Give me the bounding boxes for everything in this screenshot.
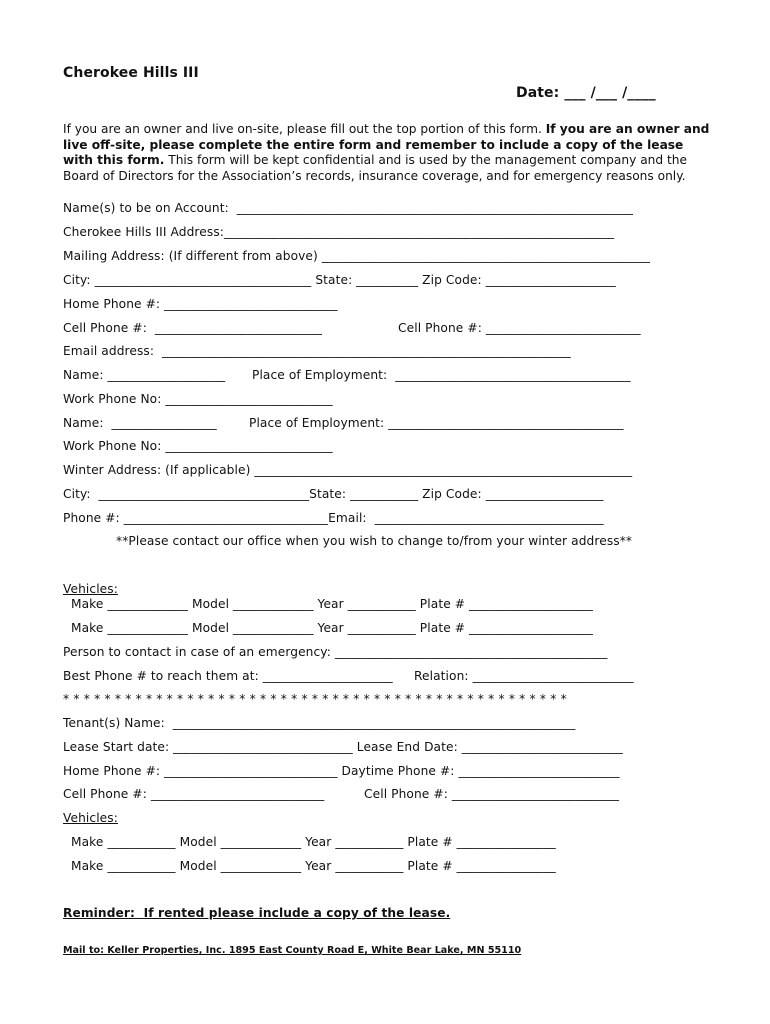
home-phone-field[interactable]: Home Phone #: ____________________________ bbox=[63, 297, 338, 311]
intro-text-2: This form will be kept confidential and is used by the management company and the Board of Directors for the Association’s records, insurance coverage, and for emergency reasons only. bbox=[63, 153, 688, 183]
work-phone-field-2[interactable]: Work Phone No: ___________________________ bbox=[63, 439, 333, 453]
intro-text-1: If you are an owner and live on-site, please fill out the top portion of this form. bbox=[63, 122, 546, 136]
winter-city-field[interactable]: City: __________________________________State: ___________ Zip Code: ___________________ bbox=[63, 487, 604, 501]
employment-field-2[interactable]: Place of Employment: ______________________________________ bbox=[249, 416, 624, 430]
section-divider: * * * * * * * * * * * * * * * * * * * * * * * * * * * * * * * * * * * * * * * * * * * * * * * * * bbox=[63, 692, 567, 706]
tenant-cell-field-2[interactable]: Cell Phone #: ___________________________ bbox=[364, 787, 620, 801]
vehicle-row-tenant-2[interactable]: Make ___________ Model _____________ Year ___________ Plate # ________________ bbox=[71, 859, 556, 873]
vehicles-heading-owner: Vehicles: bbox=[63, 582, 118, 596]
phone-email-field[interactable]: Phone #: _________________________________Email: _____________________________________ bbox=[63, 511, 604, 525]
cell-phone-field-1[interactable]: Cell Phone #: ___________________________ bbox=[63, 321, 323, 335]
mailing-instructions: Mail to: Keller Properties, Inc. 1895 East County Road E, White Bear Lake, MN 55110 bbox=[63, 945, 522, 956]
name-field-1[interactable]: Name: ___________________ bbox=[63, 368, 226, 382]
intro-text-bold: If you are an owner and live off-site, please complete the entire form and remember to include a copy of the lease with this form. bbox=[63, 122, 710, 167]
mailing-address-field[interactable]: Mailing Address: (If different from above) _____________________________________________________ bbox=[63, 249, 651, 263]
emergency-relation-field[interactable]: Relation: __________________________ bbox=[414, 669, 634, 683]
tenant-phones-field[interactable]: Home Phone #: ____________________________ Daytime Phone #: __________________________ bbox=[63, 764, 620, 778]
email-field[interactable]: Email address: __________________________________________________________________ bbox=[63, 344, 571, 358]
intro-paragraph bbox=[63, 122, 713, 184]
emergency-phone-field[interactable]: Best Phone # to reach them at: _____________________ bbox=[63, 669, 393, 683]
name-field-2[interactable]: Name: _________________ bbox=[63, 416, 217, 430]
form-title: Cherokee Hills III bbox=[63, 65, 199, 81]
winter-note: **Please contact our office when you wish to change to/from your winter address** bbox=[116, 534, 633, 548]
vehicle-row-owner-2[interactable]: Make _____________ Model _____________ Year ___________ Plate # ____________________ bbox=[71, 621, 593, 635]
vehicles-heading-tenant: Vehicles: bbox=[63, 811, 118, 825]
tenant-names-field[interactable]: Tenant(s) Name: _________________________________________________________________ bbox=[63, 716, 576, 730]
vehicle-row-owner-1[interactable]: Make _____________ Model _____________ Year ___________ Plate # ____________________ bbox=[71, 597, 593, 611]
lease-reminder: Reminder: If rented please include a copy of the lease. bbox=[63, 906, 451, 920]
vehicle-row-tenant-1[interactable]: Make ___________ Model _____________ Year ___________ Plate # ________________ bbox=[71, 835, 556, 849]
property-address-field[interactable]: Cherokee Hills III Address:_______________________________________________________________ bbox=[63, 225, 615, 239]
date-field[interactable]: Date: ___ /___ /____ bbox=[516, 85, 656, 101]
emergency-contact-field[interactable]: Person to contact in case of an emergency: ____________________________________________ bbox=[63, 645, 608, 659]
winter-address-field[interactable]: Winter Address: (If applicable) _____________________________________________________________ bbox=[63, 463, 633, 477]
account-names-field[interactable]: Name(s) to be on Account: ________________________________________________________________ bbox=[63, 201, 634, 215]
work-phone-field-1[interactable]: Work Phone No: ___________________________ bbox=[63, 392, 333, 406]
city-state-zip-field[interactable]: City: ___________________________________ State: __________ Zip Code: _____________________ bbox=[63, 273, 616, 287]
cell-phone-field-2[interactable]: Cell Phone #: _________________________ bbox=[398, 321, 641, 335]
employment-field-1[interactable]: Place of Employment: ______________________________________ bbox=[252, 368, 631, 382]
tenant-cell-field-1[interactable]: Cell Phone #: ____________________________ bbox=[63, 787, 325, 801]
lease-dates-field[interactable]: Lease Start date: _____________________________ Lease End Date: __________________________ bbox=[63, 740, 623, 754]
